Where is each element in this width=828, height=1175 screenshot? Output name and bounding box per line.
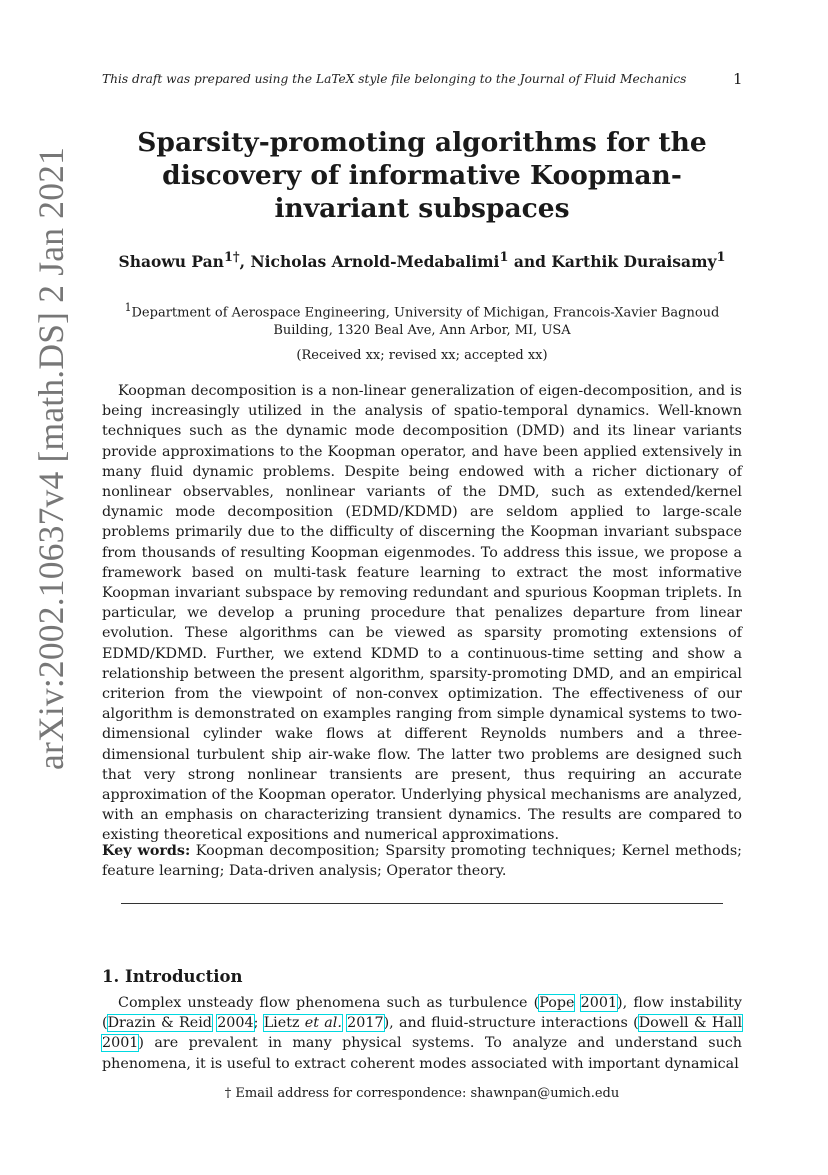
abstract: Koopman decomposition is a non-linear generalization of eigen-decomposition, and is being increasingly utilized in the analysis of spatio-temporal dynamics. Well-known techniques such as the dynamic mode decomposition (DMD) and its linear variants provide approximations to the Koopman operator, and have been applied extensively in many fluid dynamic problems. Despite being endowed with a richer dictionary of nonlinear observables, nonlinear variants of the DMD, such as extended/kernel dynamic mode decomposition (EDMD/KDMD) are seldom applied to large-scale problems primarily due to the difficulty of discerning the Koopman invariant subspace from thousands of resulting Koopman eigenmodes. To address this issue, we propose a framework based on multi-task feature learning to extract the most informative Koopman invariant subspace by removing redundant and spurious Koopman triplets. In particular, we develop a pruning procedure that penalizes departure from linear evolution. These algorithms can be viewed as sparsity promoting extensions of EDMD/KDMD. Further, we extend KDMD to a continuous-time setting and show a relationship between the present algorithm, sparsity-promoting DMD, and an empirical criterion from the viewpoint of non-convex optimization. The effectiveness of our algorithm is demonstrated on examples ranging from simple dynamical systems to two-dimensional cylinder wake flows at different Reynolds numbers and a three-dimensional turbulent ship air-wake flow. The latter two problems are designed such that very strong nonlinear transients are present, thus requiring an accurate approximation of the Koopman operator. Underlying physical mechanisms are analyzed, with an emphasis on characterizing transient dynamics. The results are compared to existing theoretical expositions and numerical approximations. xyxy=(102,383,742,844)
author-affiliation-mark: 1 xyxy=(499,250,509,265)
author-list xyxy=(102,248,742,272)
affiliation-text: Department of Aerospace Engineering, University of Michigan, Francois-Xavier Bagnoud Building, 1320 Beal Ave, Ann Arbor, MI, USA xyxy=(131,305,720,339)
keywords xyxy=(102,841,742,881)
author-name: and Karthik Duraisamy xyxy=(508,252,717,272)
intro-text: Complex unsteady flow phenomena such as turbulence ( xyxy=(118,995,540,1011)
paper-title: Sparsity-promoting algorithms for the discovery of informative Koopman-invariant subspaces xyxy=(137,127,707,224)
affiliation xyxy=(102,299,742,340)
affiliation-mark: 1 xyxy=(124,301,132,314)
author-name: Shaowu Pan xyxy=(118,252,224,272)
author-affiliation-mark: 1† xyxy=(223,250,240,265)
running-head: This draft was prepared using the LaTeX style file belonging to the Journal of Fluid Mechanics xyxy=(102,72,687,86)
author-name: , Nicholas Arnold-Medabalimi xyxy=(239,252,500,272)
intro-paragraph xyxy=(102,993,742,1074)
keywords-label: Key words: xyxy=(102,843,191,859)
intro-text: ) are prevalent in many physical systems. To analyze and understand such phenomena, it is useful to extract coherent modes associated with important dynamical xyxy=(102,1035,742,1072)
citation-link[interactable]: Lietz et al. xyxy=(263,1015,342,1032)
keywords-text: Koopman decomposition; Sparsity promoting techniques; Kernel methods; feature learning; Data-driven analysis; Operator theory. xyxy=(102,843,742,880)
received-dates: (Received xx; revised xx; accepted xx) xyxy=(296,348,548,363)
citation-link[interactable]: Drazin & Reid xyxy=(107,1015,212,1032)
arxiv-identifier-stamp: arXiv:2002.10637v4 [math.DS] 2 Jan 2021 xyxy=(31,146,71,770)
citation-year-link[interactable]: 2017 xyxy=(347,1015,384,1032)
citation-year-link[interactable]: 2001 xyxy=(580,995,618,1011)
correspondence-footnote: † Email address for correspondence: shawnpan@umich.edu xyxy=(224,1086,620,1101)
section-heading: 1. Introduction xyxy=(102,967,243,986)
citation-year-link[interactable]: 2001 xyxy=(102,1035,139,1052)
intro-text: ; xyxy=(253,1015,264,1032)
citation-link[interactable]: Dowell & Hall xyxy=(638,1015,743,1032)
intro-text: ), flow instability ( xyxy=(102,995,743,1032)
section-divider xyxy=(121,903,723,904)
citation-year-link[interactable]: 2004 xyxy=(217,1015,254,1032)
citation-link[interactable]: Pope xyxy=(539,995,575,1011)
page-number: 1 xyxy=(733,70,743,88)
intro-text: ), and fluid-structure interactions ( xyxy=(383,1015,639,1032)
author-affiliation-mark: 1 xyxy=(716,250,726,265)
